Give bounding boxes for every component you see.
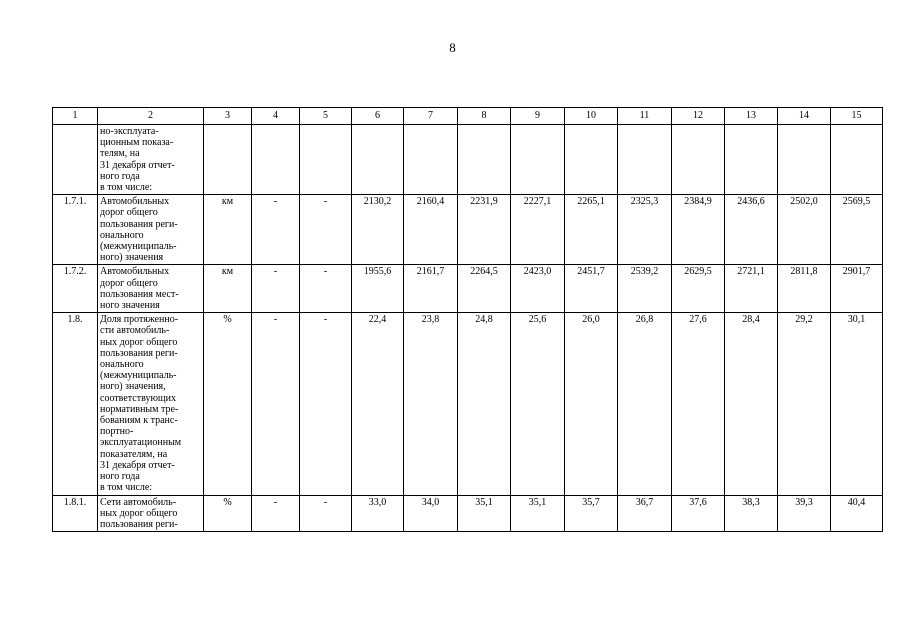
row-value-cell: 2811,8 [778,265,831,313]
column-header: 14 [778,108,831,125]
row-value-cell: 37,6 [672,495,725,532]
row-value-cell: 36,7 [618,495,672,532]
row-value-cell: 2502,0 [778,195,831,265]
column-header: 3 [204,108,252,125]
column-header: 5 [300,108,352,125]
row-value-cell: 2161,7 [404,265,458,313]
row-col5-cell: - [300,265,352,313]
row-value-cell: 28,4 [725,313,778,495]
row-col4-cell: - [252,495,300,532]
row-value-cell: 2264,5 [458,265,511,313]
row-unit-cell: % [204,313,252,495]
row-value-cell: 24,8 [458,313,511,495]
row-value-cell [404,125,458,195]
column-header: 1 [53,108,98,125]
row-value-cell: 2539,2 [618,265,672,313]
row-value-cell [725,125,778,195]
column-header: 8 [458,108,511,125]
table-row [53,313,883,495]
column-header: 11 [618,108,672,125]
row-value-cell [511,125,565,195]
column-header: 6 [352,108,404,125]
row-value-cell [458,125,511,195]
row-value-cell: 2227,1 [511,195,565,265]
row-name-cell: Автомобильных дорог общего пользования реги- онального (межмуниципаль- ного) значения [98,195,204,265]
row-value-cell [778,125,831,195]
row-value-cell: 1955,6 [352,265,404,313]
row-value-cell: 25,6 [511,313,565,495]
row-value-cell: 2160,4 [404,195,458,265]
row-value-cell: 23,8 [404,313,458,495]
table-row [53,265,883,313]
row-value-cell: 2569,5 [831,195,883,265]
row-value-cell: 2130,2 [352,195,404,265]
row-col4-cell: - [252,265,300,313]
row-value-cell: 35,7 [565,495,618,532]
row-code-cell: 1.7.2. [53,265,98,313]
row-value-cell: 2423,0 [511,265,565,313]
table-row [53,195,883,265]
row-value-cell: 38,3 [725,495,778,532]
table-row [53,495,883,532]
table-body [53,125,883,532]
row-value-cell: 2325,3 [618,195,672,265]
column-header: 7 [404,108,458,125]
row-value-cell [831,125,883,195]
row-value-cell: 26,8 [618,313,672,495]
row-value-cell: 2265,1 [565,195,618,265]
column-header: 10 [565,108,618,125]
row-unit-cell: % [204,495,252,532]
row-value-cell: 2384,9 [672,195,725,265]
row-col5-cell [300,125,352,195]
row-value-cell: 26,0 [565,313,618,495]
row-name-cell: но-эксплуата- ционным показа- телям, на 31 декабря отчет- ного года в том числе: [98,125,204,195]
row-value-cell: 2721,1 [725,265,778,313]
row-col5-cell: - [300,195,352,265]
row-value-cell: 30,1 [831,313,883,495]
row-value-cell: 33,0 [352,495,404,532]
row-value-cell: 35,1 [458,495,511,532]
data-table [52,107,883,532]
row-value-cell: 2231,9 [458,195,511,265]
row-code-cell: 1.8.1. [53,495,98,532]
table-row [53,125,883,195]
column-header: 2 [98,108,204,125]
row-value-cell: 2451,7 [565,265,618,313]
row-name-cell: Доля протяженно- сти автомобиль- ных дорог общего пользования реги- онального (межмуниципаль- ного) значения, соответствующих нормативным тре- бованиям к транс- портно- эксплуатационным показателям, на 31 декабря отчет- ного года в том числе: [98,313,204,495]
row-value-cell: 34,0 [404,495,458,532]
column-header: 4 [252,108,300,125]
row-value-cell: 2629,5 [672,265,725,313]
row-value-cell: 22,4 [352,313,404,495]
row-value-cell: 35,1 [511,495,565,532]
row-code-cell: 1.7.1. [53,195,98,265]
row-value-cell: 39,3 [778,495,831,532]
column-header: 9 [511,108,565,125]
page-number: 8 [449,40,456,55]
row-value-cell: 29,2 [778,313,831,495]
row-value-cell [352,125,404,195]
row-col4-cell: - [252,195,300,265]
row-col4-cell [252,125,300,195]
column-header: 12 [672,108,725,125]
row-value-cell [565,125,618,195]
row-value-cell: 40,4 [831,495,883,532]
row-value-cell: 27,6 [672,313,725,495]
row-value-cell [672,125,725,195]
row-code-cell: 1.8. [53,313,98,495]
row-unit-cell: км [204,265,252,313]
row-code-cell [53,125,98,195]
row-col4-cell: - [252,313,300,495]
column-header: 15 [831,108,883,125]
row-name-cell: Автомобильных дорог общего пользования мест- ного значения [98,265,204,313]
row-value-cell: 2901,7 [831,265,883,313]
row-col5-cell: - [300,495,352,532]
header-row [53,108,883,125]
row-name-cell: Сети автомобиль- ных дорог общего пользования реги- [98,495,204,532]
row-value-cell [618,125,672,195]
column-header: 13 [725,108,778,125]
row-col5-cell: - [300,313,352,495]
row-value-cell: 2436,6 [725,195,778,265]
row-unit-cell: км [204,195,252,265]
row-unit-cell [204,125,252,195]
